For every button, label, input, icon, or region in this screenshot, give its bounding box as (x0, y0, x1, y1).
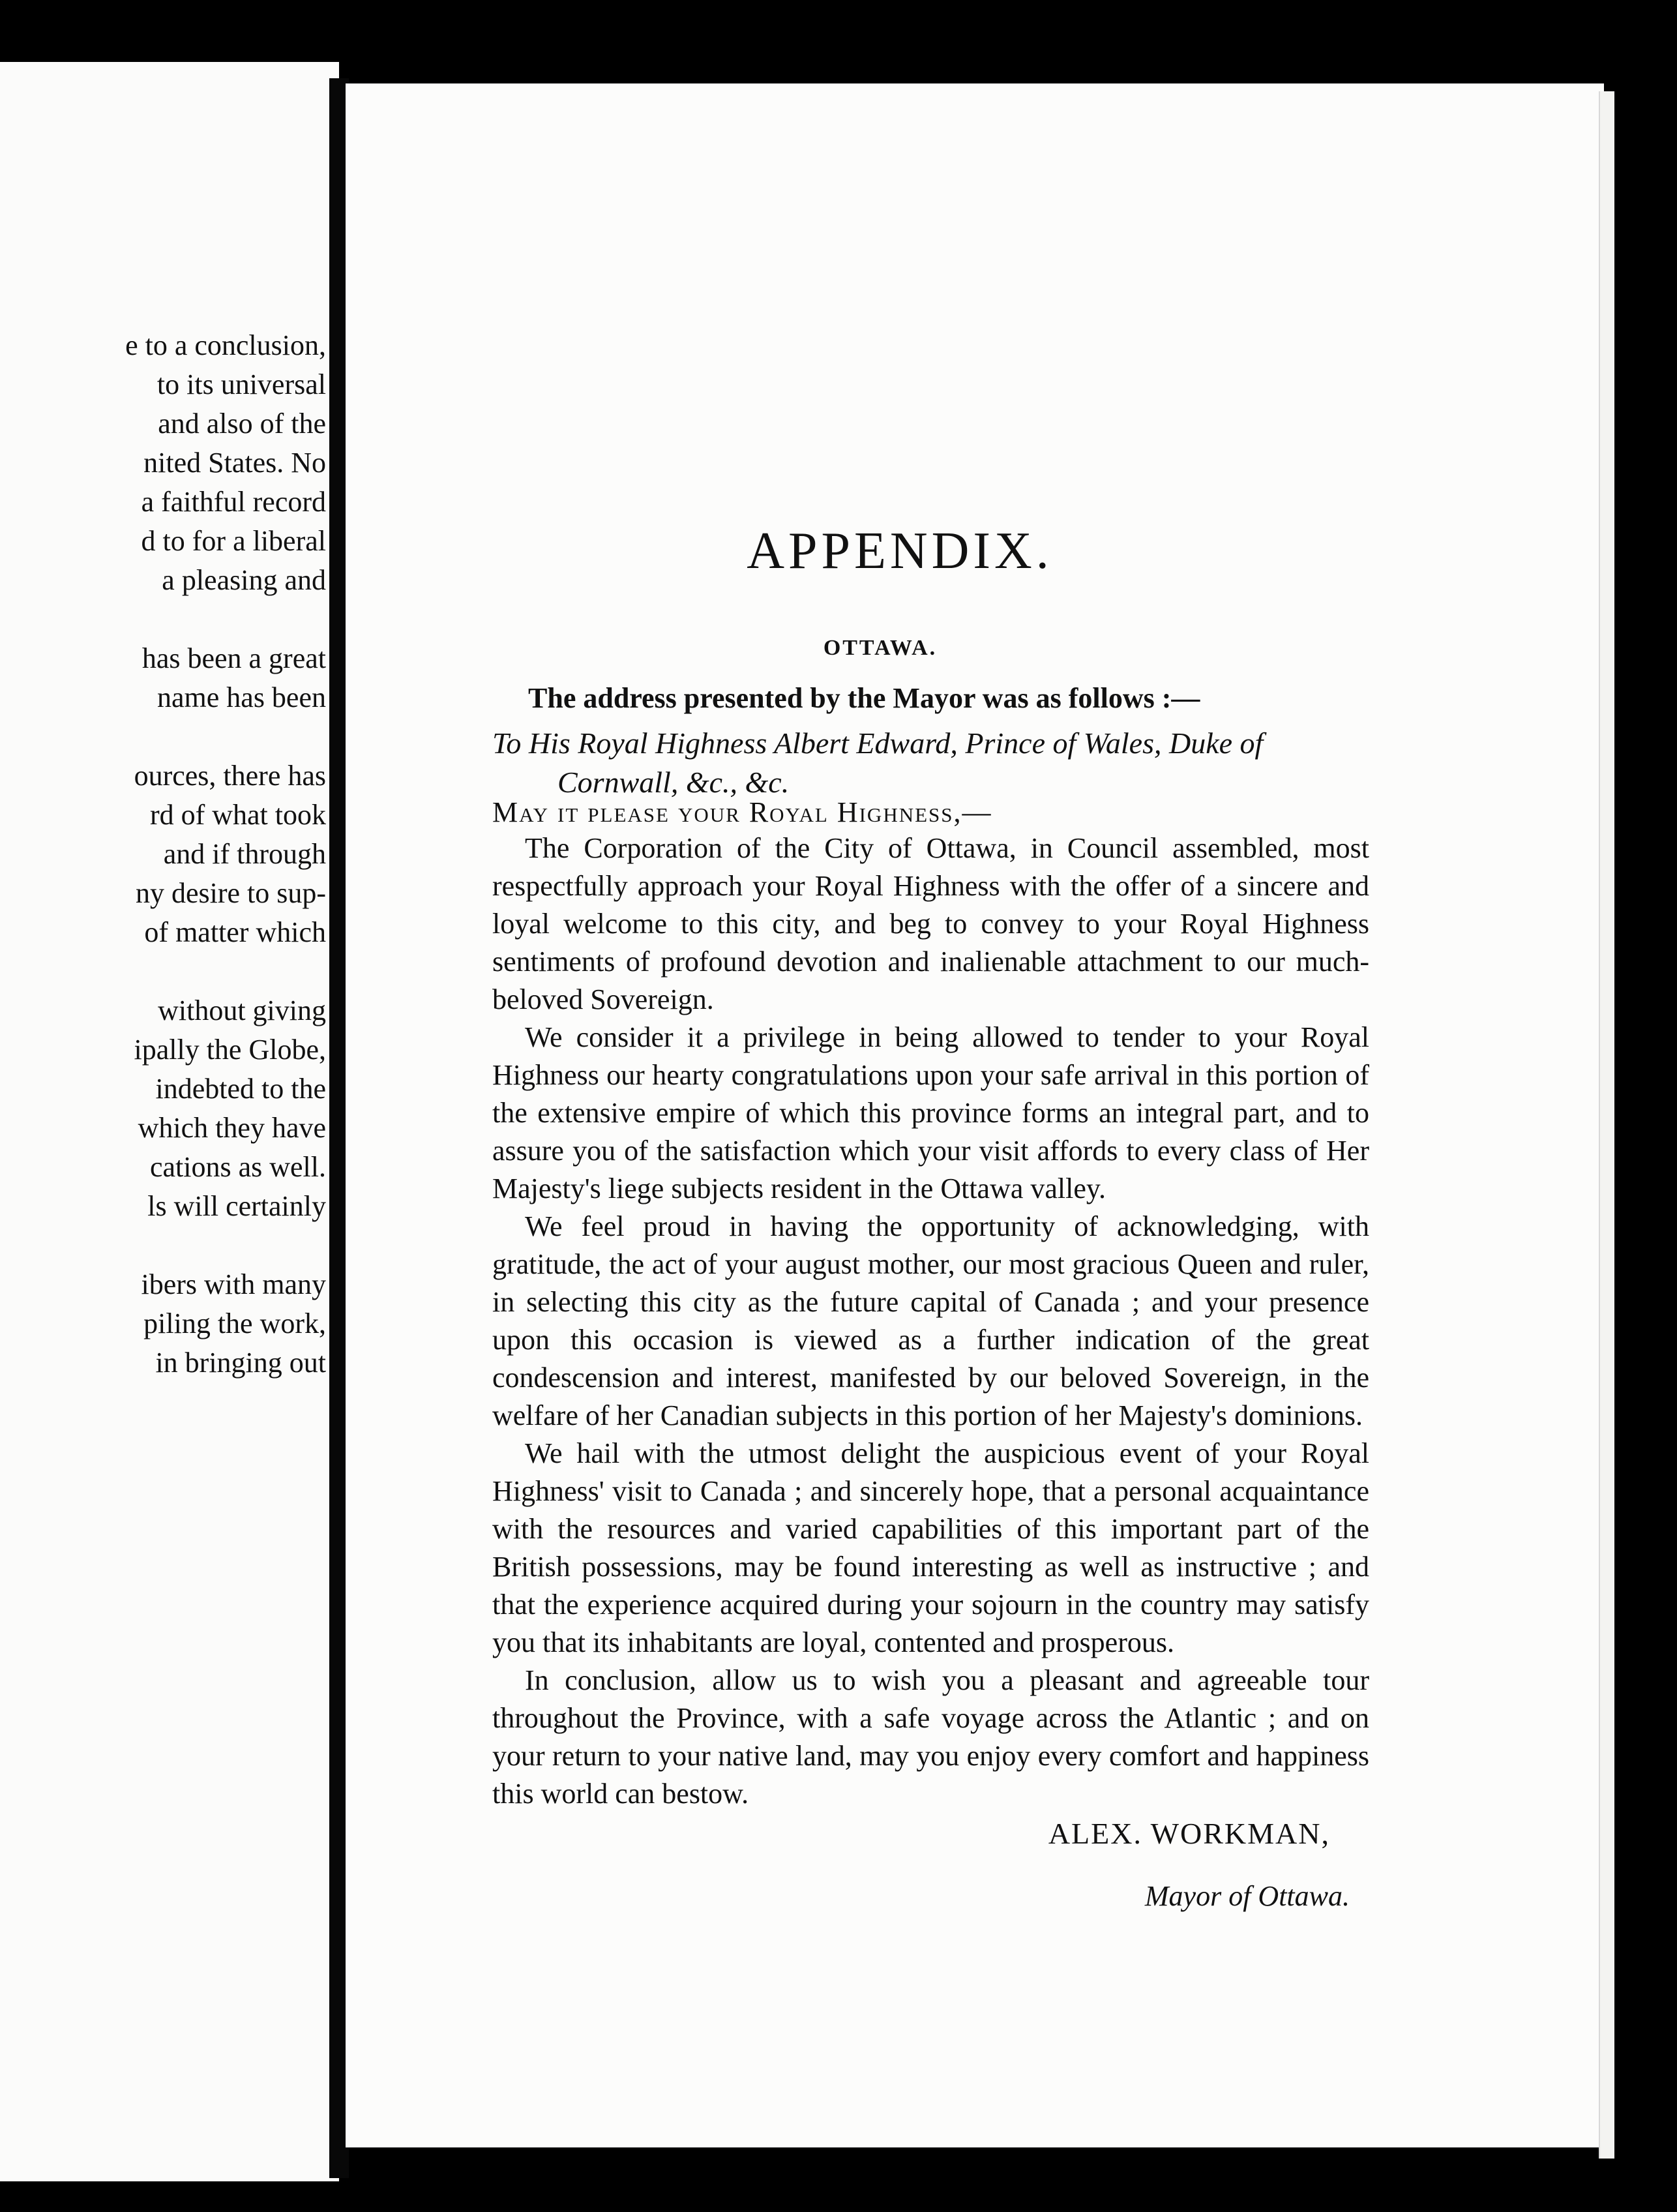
left-page-line: a pleasing and (162, 564, 326, 596)
left-page-line: d to for a liberal (141, 525, 326, 557)
page-heading: APPENDIX. (747, 522, 1053, 580)
signer-name: ALEX. WORKMAN, (1048, 1817, 1330, 1850)
signer-title: Mayor of Ottawa. (1144, 1880, 1350, 1912)
left-page-line: cations as well. (149, 1151, 326, 1183)
left-page-line (104, 717, 339, 756)
left-page-line: and also of the (158, 408, 326, 440)
left-page-line: in bringing out (155, 1347, 326, 1379)
left-page-line: nited States. No (143, 447, 326, 479)
page-edge (1599, 91, 1614, 2159)
left-page-line: ipally the Globe, (134, 1034, 326, 1066)
salutation: May it please your Royal Highness,— (492, 796, 992, 828)
left-page-line: indebted to the (155, 1073, 326, 1105)
left-page-line: ibers with many (141, 1268, 326, 1300)
left-page-line: ources, there has (134, 760, 326, 792)
left-page-line: to its universal (156, 368, 326, 400)
left-page-line: a faithful record (141, 486, 326, 518)
left-page-line (104, 1226, 339, 1265)
left-page-fragment (0, 62, 339, 2181)
left-page-line (104, 600, 339, 639)
paragraph: We consider it a privilege in being allowed to tender to your Royal Highness our hearty congratulations upon your safe arrival in this portion of the extensive empire of which this province forms an integral part, and to assure you of the satisfaction which your visit affords to every class of Her Majesty's liege subjects resident in the Ottawa valley. (492, 1021, 1369, 1204)
addressee-line-2: Cornwall, &c., &c. (557, 766, 790, 799)
paragraph: We feel proud in having the opportunity of acknowledging, with gratitude, the act of your august mother, our most gracious Queen and ruler, in selecting this city as the future capital of Canada ; and your presence upon this occasion is viewed as a further indication of the great condescension and interest, manifested by our beloved Sovereign, in the welfare of her Canadian subjects in this portion of her Majesty's dominions. (492, 1210, 1369, 1431)
paragraph: We hail with the utmost delight the auspicious event of your Royal Highness' visit to Canada ; and sincerely hope, that a personal acquaintance with the resources and varied capabilities of this important part of the British possessions, may be found interesting as well as instructive ; and that the experience acquired during your sojourn in the country may satisfy you that its inhabitants are loyal, contented and prosperous. (492, 1437, 1369, 1658)
left-page-line: has been a great (141, 642, 326, 674)
paragraph: The Corporation of the City of Ottawa, in Council assembled, most respectfully approach your Royal Highness with the offer of a sincere and loyal welcome to this city, and beg to convey to your Royal Highness sentiments of profound devotion and inalienable attachment to our much-beloved Sovereign. (492, 832, 1369, 1015)
left-page-line: which they have (138, 1112, 326, 1144)
paragraph: In conclusion, allow us to wish you a pleasant and agreeable tour throughout the Province, with a safe voyage across the Atlantic ; and on your return to your native land, may you enjoy every comfort and happiness this world can bestow. (492, 1664, 1369, 1810)
left-page-line (104, 952, 339, 991)
address-body (492, 830, 1369, 1813)
addressee-line-1: To His Royal Highness Albert Edward, Prince of Wales, Duke of (492, 726, 1264, 760)
addressee (492, 724, 1386, 802)
left-page-line: rd of what took (149, 799, 326, 831)
left-page-line: without giving (158, 994, 326, 1026)
left-page-line: ls will certainly (147, 1190, 326, 1222)
left-page-line: ny desire to sup- (135, 877, 326, 909)
left-page-line: name has been (157, 681, 326, 713)
left-page-line: piling the work, (143, 1308, 326, 1339)
handwriting-bleed: ​ (14, 1434, 38, 1541)
intro-line: The address presented by the Mayor was as follows :— (528, 682, 1200, 714)
left-page-line: and if through (163, 838, 326, 870)
left-page-line: of matter which (144, 916, 326, 948)
place-heading: OTTAWA. (823, 636, 938, 660)
left-page-line: e to a conclusion, (125, 329, 326, 361)
